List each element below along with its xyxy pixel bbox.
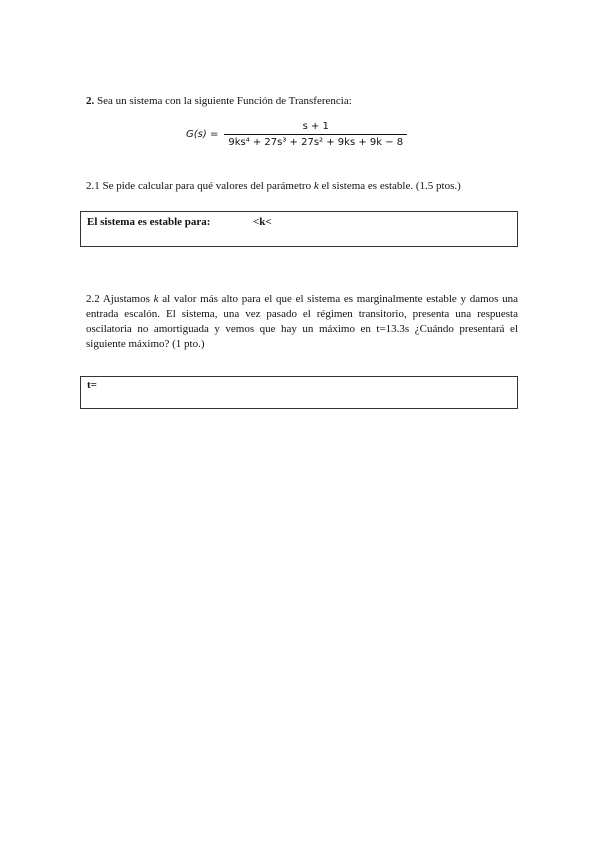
question-intro [86,95,352,107]
formula-numerator: s + 1 [302,120,329,132]
part2-text-before: 2.2 Ajustamos [86,293,154,305]
formula-fraction [224,121,407,148]
part2-text-after: al valor más alto para el que el sistema es marginalmente estable y damos una entrada escalón. El sistema, una vez pasado el régimen transitorio, presenta una respuesta oscilatoria no amortiguada y vemos que hay un máximo en t=13.3s ¿Cuándo presentará el siguiente máximo? (1 pto.) [86,293,519,350]
part1-text-after: el sistema es estable. (1.5 ptos.) [318,180,461,192]
transfer-function-formula [186,117,407,151]
question-intro-text: Sea un sistema con la siguiente Función de Transferencia: [97,95,352,107]
part2-statement [86,292,518,352]
part1-text-before: 2.1 Se pide calcular para qué valores del parámetro [86,180,314,192]
stability-inequality: <k< [253,216,272,228]
part1-statement [86,180,461,192]
time-answer-box[interactable] [80,376,518,409]
formula-lhs: G(s) = [186,128,219,140]
time-answer-label: t= [87,379,97,391]
stability-answer-box[interactable] [80,211,518,247]
part1-param: k [313,180,319,192]
formula-denominator: 9ks⁴ + 27s³ + 27s² + 9ks + 9k − 8 [224,134,407,148]
part2-param: k [153,293,159,305]
question-number: 2. [86,95,95,107]
stability-answer-label: El sistema es estable para: [87,216,211,228]
